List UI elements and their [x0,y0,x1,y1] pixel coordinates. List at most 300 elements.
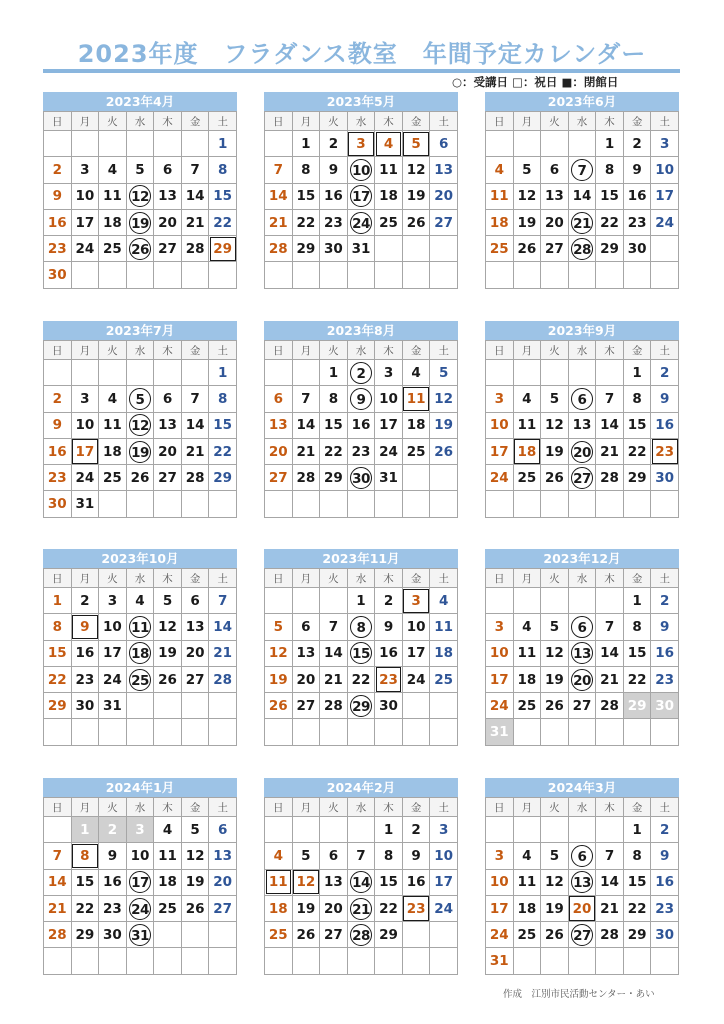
empty-cell [486,817,514,843]
day-cell: 17 [99,640,127,666]
weekday-header: 日 [265,569,293,588]
month-table [43,568,237,746]
empty-cell [651,491,679,517]
day-cell: 5 [265,614,293,640]
empty-cell [430,719,458,745]
day-cell: 21 [44,895,72,921]
class-day-circle: 19 [129,441,151,463]
day-cell: 6 [541,157,569,183]
month-title: 2024年2月 [264,778,458,797]
empty-cell [513,948,541,974]
day-cell: 25 [265,922,293,948]
day-cell: 2 [651,817,679,843]
weekday-header: 土 [651,798,679,817]
day-cell: 24 [651,209,679,235]
empty-cell [181,922,209,948]
weekday-header: 木 [154,112,182,131]
weekday-header: 月 [513,569,541,588]
class-day-circle: 12 [129,185,151,207]
day-cell: 30 [651,465,679,491]
class-day-cell [568,236,596,262]
holiday-day-cell: 23 [402,895,430,921]
weekday-header: 火 [99,798,127,817]
class-day-circle: 21 [571,212,593,234]
day-cell: 14 [568,183,596,209]
day-cell: 13 [430,157,458,183]
month-table [485,340,679,518]
day-cell: 7 [181,157,209,183]
empty-cell [513,262,541,288]
day-cell: 4 [513,614,541,640]
day-cell: 19 [541,666,569,692]
empty-cell [292,360,320,386]
day-cell: 27 [292,693,320,719]
day-cell: 2 [44,386,72,412]
day-cell: 22 [623,895,651,921]
day-cell: 23 [651,666,679,692]
day-cell: 17 [651,183,679,209]
day-cell: 4 [430,588,458,614]
day-cell: 23 [651,895,679,921]
day-cell: 18 [154,869,182,895]
day-cell: 20 [154,438,182,464]
empty-cell [44,817,72,843]
empty-cell [402,491,430,517]
day-cell: 30 [320,236,348,262]
weekday-header: 土 [430,341,458,360]
day-cell: 19 [154,640,182,666]
empty-cell [126,131,154,157]
day-cell: 2 [651,588,679,614]
empty-cell [430,922,458,948]
empty-cell [126,693,154,719]
empty-cell [486,360,514,386]
class-day-cell [347,693,375,719]
weekday-header: 水 [126,341,154,360]
day-cell: 24 [486,465,514,491]
day-cell: 15 [623,640,651,666]
day-cell: 9 [44,412,72,438]
class-day-cell [347,360,375,386]
day-cell: 22 [375,895,403,921]
weekday-header: 金 [181,569,209,588]
day-cell: 11 [99,412,127,438]
day-cell: 11 [430,614,458,640]
day-cell: 10 [126,843,154,869]
empty-cell [181,948,209,974]
day-cell: 15 [623,412,651,438]
day-cell: 30 [651,922,679,948]
day-cell: 12 [265,640,293,666]
empty-cell [209,693,237,719]
class-day-cell [347,157,375,183]
class-day-circle: 10 [350,159,372,181]
weekday-header: 火 [541,798,569,817]
empty-cell [513,360,541,386]
day-cell: 20 [541,209,569,235]
class-day-cell [126,869,154,895]
empty-cell [44,131,72,157]
day-cell: 14 [596,412,624,438]
weekday-header: 水 [568,112,596,131]
day-cell: 29 [209,465,237,491]
weekday-header: 土 [209,569,237,588]
weekday-header: 火 [99,341,127,360]
day-cell: 8 [209,386,237,412]
day-cell: 9 [402,843,430,869]
title-underline [43,69,680,73]
day-cell: 18 [486,209,514,235]
day-cell: 4 [154,817,182,843]
day-cell: 19 [402,183,430,209]
circle-icon: ○ [452,75,463,89]
day-cell: 12 [541,869,569,895]
day-cell: 19 [292,895,320,921]
day-cell: 23 [347,438,375,464]
day-cell: 18 [375,183,403,209]
weekday-header: 土 [209,798,237,817]
day-cell: 10 [651,157,679,183]
day-cell: 1 [623,360,651,386]
day-cell: 28 [596,465,624,491]
empty-cell [486,491,514,517]
empty-cell [430,236,458,262]
month-calendar [485,92,679,289]
month-table [43,797,237,975]
day-cell: 22 [623,666,651,692]
month-title: 2024年3月 [485,778,679,797]
day-cell: 27 [320,922,348,948]
day-cell: 11 [154,843,182,869]
holiday-day-cell: 11 [265,869,293,895]
day-cell: 13 [320,869,348,895]
day-cell: 10 [375,386,403,412]
closed-day-cell: 2 [99,817,127,843]
day-cell: 22 [347,666,375,692]
day-cell: 16 [320,183,348,209]
month-title: 2023年11月 [264,549,458,568]
empty-cell [623,491,651,517]
day-cell: 4 [486,157,514,183]
day-cell: 18 [513,895,541,921]
day-cell: 22 [623,438,651,464]
empty-cell [99,491,127,517]
weekday-header: 月 [292,112,320,131]
day-cell: 26 [541,922,569,948]
day-cell: 30 [71,693,99,719]
weekday-header: 水 [568,341,596,360]
weekday-header: 火 [320,798,348,817]
class-day-cell [347,922,375,948]
month-title: 2023年7月 [43,321,237,340]
holiday-day-cell: 9 [71,614,99,640]
empty-cell [265,360,293,386]
day-cell: 7 [596,386,624,412]
class-day-circle: 6 [571,616,593,638]
day-cell: 15 [209,183,237,209]
class-day-cell [126,236,154,262]
day-cell: 26 [430,438,458,464]
day-cell: 25 [486,236,514,262]
day-cell: 6 [265,386,293,412]
day-cell: 9 [651,843,679,869]
day-cell: 26 [541,693,569,719]
weekday-header: 火 [320,112,348,131]
day-cell: 12 [402,157,430,183]
day-cell: 12 [181,843,209,869]
empty-cell [541,262,569,288]
weekday-header: 日 [44,798,72,817]
day-cell: 3 [430,817,458,843]
day-cell: 2 [651,360,679,386]
day-cell: 10 [430,843,458,869]
class-day-circle: 5 [129,388,151,410]
day-cell: 21 [265,209,293,235]
weekday-header: 金 [623,569,651,588]
day-cell: 5 [126,157,154,183]
day-cell: 30 [44,262,72,288]
holiday-day-cell: 20 [568,895,596,921]
empty-cell [568,131,596,157]
holiday-day-cell: 8 [71,843,99,869]
day-cell: 8 [320,386,348,412]
day-cell: 17 [402,640,430,666]
day-cell: 8 [623,843,651,869]
class-day-circle: 30 [350,467,372,489]
empty-cell [292,817,320,843]
day-cell: 7 [320,614,348,640]
empty-cell [154,948,182,974]
day-cell: 6 [154,386,182,412]
day-cell: 14 [320,640,348,666]
month-calendar [43,778,237,975]
empty-cell [265,588,293,614]
day-cell: 8 [44,614,72,640]
empty-cell [71,719,99,745]
empty-cell [126,948,154,974]
day-cell: 3 [486,843,514,869]
empty-cell [596,360,624,386]
empty-cell [513,131,541,157]
weekday-header: 金 [181,798,209,817]
weekday-header: 土 [430,112,458,131]
day-cell: 4 [513,386,541,412]
weekday-header: 木 [596,341,624,360]
empty-cell [99,948,127,974]
day-cell: 12 [430,386,458,412]
empty-cell [126,491,154,517]
day-cell: 14 [265,183,293,209]
day-cell: 1 [623,588,651,614]
day-cell: 22 [209,438,237,464]
month-title: 2023年10月 [43,549,237,568]
day-cell: 15 [71,869,99,895]
day-cell: 10 [71,183,99,209]
weekday-header: 水 [347,569,375,588]
class-day-circle: 24 [350,212,372,234]
empty-cell [513,817,541,843]
empty-cell [320,491,348,517]
day-cell: 23 [99,895,127,921]
day-cell: 8 [209,157,237,183]
weekday-header: 金 [181,112,209,131]
weekday-header: 金 [623,798,651,817]
class-day-cell [568,869,596,895]
day-cell: 18 [99,438,127,464]
class-day-circle: 21 [350,898,372,920]
day-cell: 19 [181,869,209,895]
empty-cell [347,262,375,288]
class-day-circle: 2 [350,362,372,384]
class-day-circle: 28 [571,238,593,260]
month-title: 2023年6月 [485,92,679,111]
day-cell: 20 [430,183,458,209]
day-cell: 4 [265,843,293,869]
day-cell: 13 [568,412,596,438]
day-cell: 20 [154,209,182,235]
day-cell: 17 [486,666,514,692]
day-cell: 5 [513,157,541,183]
day-cell: 15 [44,640,72,666]
day-cell: 23 [44,465,72,491]
day-cell: 29 [375,922,403,948]
day-cell: 6 [209,817,237,843]
empty-cell [651,719,679,745]
empty-cell [651,262,679,288]
weekday-header: 月 [71,798,99,817]
day-cell: 21 [596,438,624,464]
day-cell: 21 [596,666,624,692]
class-day-circle: 18 [129,642,151,664]
day-cell: 26 [154,666,182,692]
class-day-cell [568,922,596,948]
day-cell: 5 [430,360,458,386]
class-day-circle: 26 [129,238,151,260]
day-cell: 19 [265,666,293,692]
legend [452,74,618,90]
day-cell: 16 [651,869,679,895]
weekday-header: 金 [402,569,430,588]
day-cell: 16 [402,869,430,895]
empty-cell [541,948,569,974]
square-outline-icon: □ [512,75,523,89]
day-cell: 7 [265,157,293,183]
day-cell: 26 [541,465,569,491]
weekday-header: 金 [181,341,209,360]
class-day-circle: 17 [350,185,372,207]
empty-cell [154,922,182,948]
empty-cell [320,719,348,745]
day-cell: 15 [596,183,624,209]
day-cell: 17 [430,869,458,895]
day-cell: 20 [292,666,320,692]
class-day-circle: 29 [350,695,372,717]
weekday-header: 木 [154,341,182,360]
day-cell: 17 [375,412,403,438]
day-cell: 27 [568,693,596,719]
empty-cell [596,491,624,517]
day-cell: 6 [292,614,320,640]
day-cell: 20 [265,438,293,464]
day-cell: 16 [651,640,679,666]
day-cell: 24 [486,922,514,948]
empty-cell [71,360,99,386]
day-cell: 11 [375,157,403,183]
class-day-cell [347,465,375,491]
day-cell: 6 [181,588,209,614]
weekday-header: 土 [430,798,458,817]
empty-cell [568,948,596,974]
empty-cell [265,131,293,157]
empty-cell [126,360,154,386]
day-cell: 7 [596,614,624,640]
empty-cell [71,948,99,974]
day-cell: 11 [486,183,514,209]
holiday-day-cell: 4 [375,131,403,157]
day-cell: 7 [181,386,209,412]
day-cell: 19 [541,895,569,921]
weekday-header: 金 [623,341,651,360]
empty-cell [430,465,458,491]
day-cell: 1 [375,817,403,843]
empty-cell [541,588,569,614]
day-cell: 1 [209,360,237,386]
day-cell: 22 [292,209,320,235]
day-cell: 19 [430,412,458,438]
month-table [485,111,679,289]
day-cell: 31 [71,491,99,517]
month-title: 2023年9月 [485,321,679,340]
empty-cell [126,719,154,745]
class-day-circle: 9 [350,388,372,410]
day-cell: 27 [541,236,569,262]
holiday-day-cell: 12 [292,869,320,895]
class-day-cell [126,209,154,235]
day-cell: 13 [154,412,182,438]
day-cell: 2 [320,131,348,157]
day-cell: 4 [99,386,127,412]
day-cell: 18 [513,666,541,692]
class-day-cell [126,614,154,640]
empty-cell [265,817,293,843]
month-calendar [485,778,679,975]
weekday-header: 火 [541,569,569,588]
day-cell: 26 [292,922,320,948]
empty-cell [292,588,320,614]
month-title: 2023年5月 [264,92,458,111]
empty-cell [154,131,182,157]
day-cell: 15 [292,183,320,209]
day-cell: 21 [292,438,320,464]
class-day-cell [126,666,154,692]
day-cell: 1 [44,588,72,614]
month-calendar [43,321,237,518]
day-cell: 1 [347,588,375,614]
weekday-header: 木 [596,112,624,131]
day-cell: 30 [623,236,651,262]
empty-cell [292,719,320,745]
weekday-header: 火 [541,341,569,360]
empty-cell [375,948,403,974]
month-calendar [264,549,458,746]
day-cell: 20 [181,640,209,666]
weekday-header: 月 [513,341,541,360]
empty-cell [513,588,541,614]
empty-cell [513,491,541,517]
day-cell: 7 [347,843,375,869]
month-calendar [43,92,237,289]
day-cell: 29 [292,236,320,262]
